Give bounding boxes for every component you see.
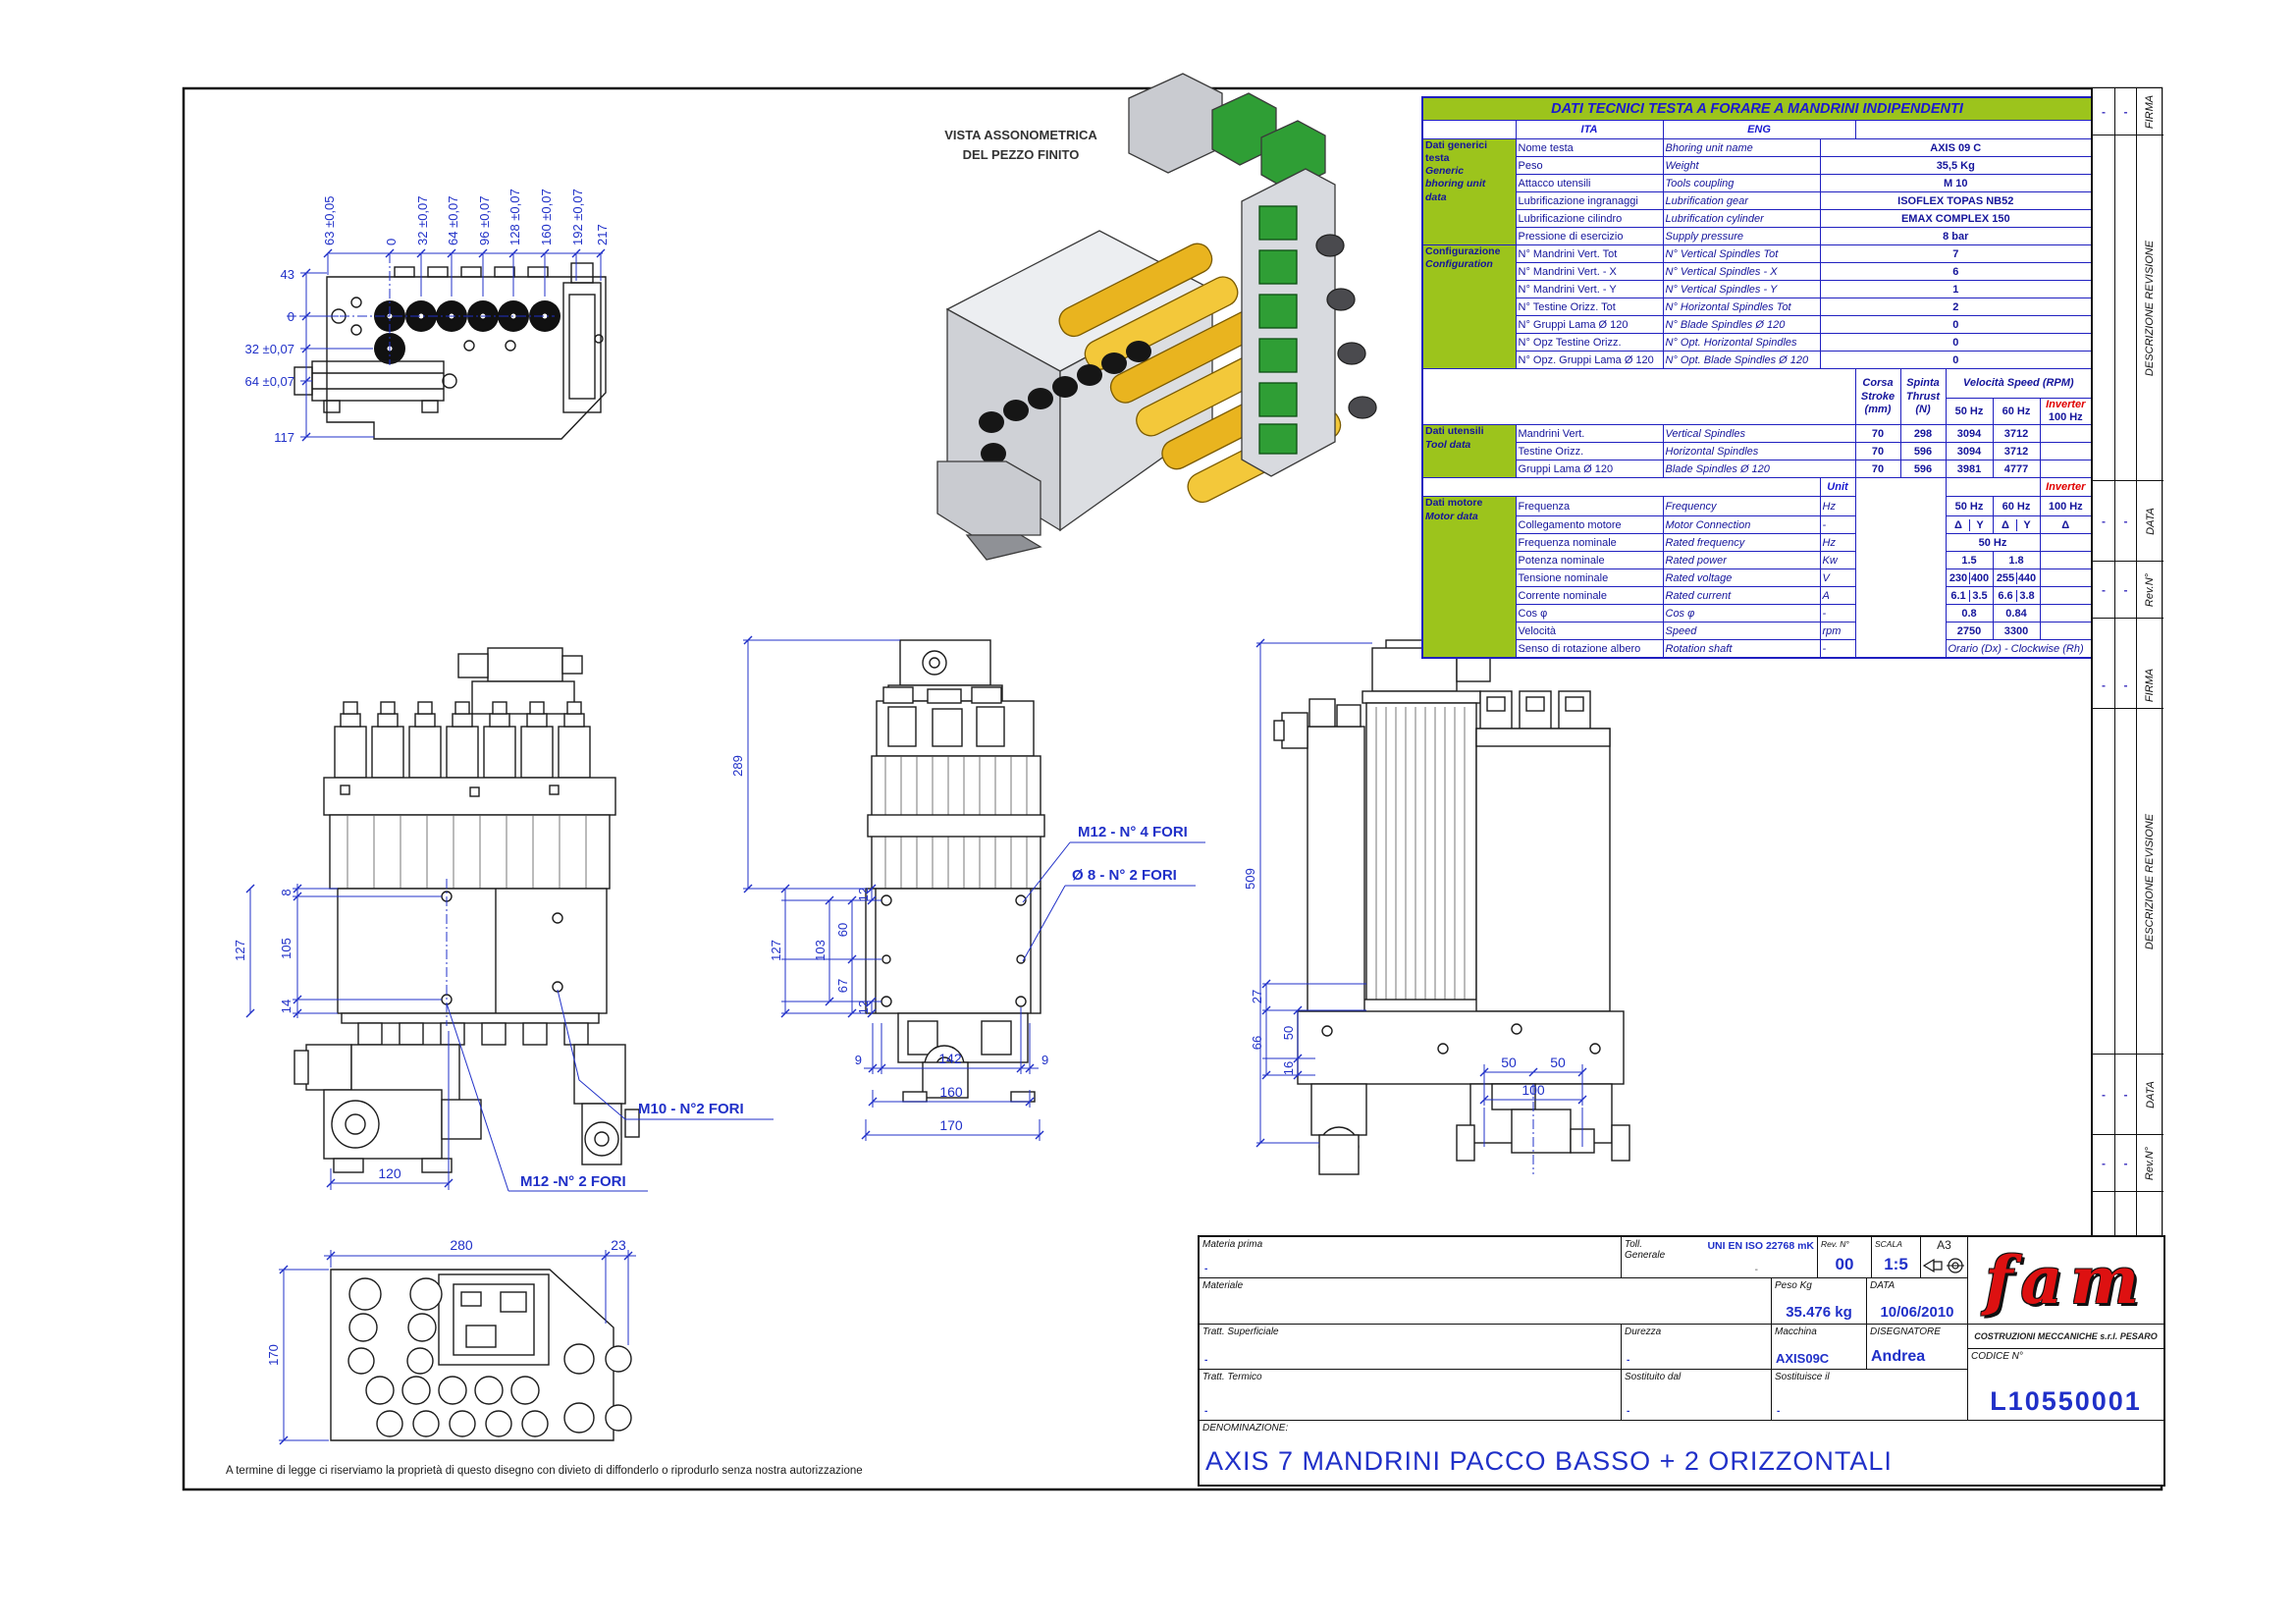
cell-ita: N° Mandrini Vert. Tot — [1516, 245, 1663, 263]
cell-blank — [2040, 623, 2092, 640]
data-cell: DATA 10/06/2010 — [1867, 1278, 1968, 1325]
middle-view — [866, 640, 1044, 1102]
cell-ita: Mandrini Vert. — [1516, 425, 1663, 443]
cell-blank — [1855, 478, 1946, 659]
dim-label: 120 — [378, 1165, 401, 1181]
cell-ita: Cos φ — [1516, 605, 1663, 623]
dim-label: 100 — [1522, 1082, 1545, 1098]
table-row — [1422, 121, 2092, 139]
rev-header: Rev.N° — [2144, 1146, 2157, 1180]
projection-symbol-icon — [1922, 1255, 1967, 1276]
cell-60hz: 3712 — [1993, 425, 2040, 443]
cell-50hz: 0.8 — [1946, 605, 1993, 623]
table-row — [1422, 97, 2092, 121]
dim-label: 12 — [856, 1000, 871, 1015]
cell-eng: Rated voltage — [1663, 569, 1820, 587]
col-header-50hz: 50 Hz — [1946, 399, 1993, 425]
cell-50hz: 230 400 — [1946, 569, 1993, 587]
revision-entry: - — [2123, 582, 2128, 597]
cell-ita: Attacco utensili — [1516, 175, 1663, 192]
cell-ita: N° Testine Orizz. Tot — [1516, 298, 1663, 316]
fam-logo: fam — [1985, 1242, 2147, 1319]
table-row — [1422, 192, 2092, 210]
cell-50hz: 3981 — [1946, 460, 1993, 478]
firma-header: FIRMA — [2144, 668, 2157, 702]
dim-label: 64 ±0,07 — [446, 195, 460, 245]
cell-stroke: 70 — [1855, 460, 1900, 478]
cell-blank — [2040, 605, 2092, 623]
cell-eng: Motor Connection — [1663, 516, 1820, 534]
cell-100hz: 100 Hz — [2040, 497, 2092, 516]
cell-unit: - — [1820, 516, 1855, 534]
dim-label: 105 — [279, 938, 294, 959]
right-view — [1274, 640, 1629, 1174]
table-row — [1422, 478, 2092, 497]
cell-value: 0 — [1820, 334, 2092, 352]
section-label-config: Configurazione Configuration — [1422, 245, 1516, 369]
cell-eng: Tools coupling — [1663, 175, 1820, 192]
table-row — [1422, 369, 2092, 399]
cell-100hz: Δ — [2040, 516, 2092, 534]
dim-label: 16 — [1281, 1060, 1296, 1076]
materia-prima-cell: Materia prima - — [1200, 1237, 1622, 1278]
cell-value: M 10 — [1820, 175, 2092, 192]
table-row — [1422, 316, 2092, 334]
cell-eng: Supply pressure — [1663, 228, 1820, 245]
cell-eng: Blade Spindles Ø 120 — [1663, 460, 1855, 478]
rev-cell: Rev. N° 00 — [1818, 1237, 1872, 1278]
cell-50hz: Δ Y — [1946, 516, 1993, 534]
materiale-cell: Materiale — [1200, 1278, 1772, 1325]
revision-entry: - — [2123, 514, 2128, 528]
table-row — [1422, 460, 2092, 478]
peso-cell: Peso Kg 35.476 kg — [1772, 1278, 1867, 1325]
table-row — [1422, 640, 2092, 659]
revision-entry: - — [2123, 1087, 2128, 1102]
revision-header-column — [2136, 88, 2163, 1235]
title-block — [1198, 1235, 2165, 1487]
cell-eng: Rated power — [1663, 552, 1820, 569]
dim-label: 9 — [854, 1053, 862, 1067]
table-row — [1422, 605, 2092, 623]
cell-blank — [2040, 425, 2092, 443]
table-row — [1422, 263, 2092, 281]
cell-value: 2 — [1820, 298, 2092, 316]
revision-column-1 — [2093, 88, 2114, 1235]
cell-unit: - — [1820, 605, 1855, 623]
dim-label: 32 ±0,07 — [415, 195, 430, 245]
cell-eng: Speed — [1663, 623, 1820, 640]
revision-entry: - — [2102, 1156, 2106, 1170]
dim-label: 170 — [939, 1117, 963, 1133]
dim-label: 50 — [1550, 1055, 1566, 1070]
cell-60hz: 60 Hz — [1993, 497, 2040, 516]
table-title: DATI TECNICI TESTA A FORARE A MANDRINI INDIPENDENTI — [1422, 97, 2092, 121]
cell-ita: Tensione nominale — [1516, 569, 1663, 587]
cell-ita: Senso di rotazione albero — [1516, 640, 1663, 659]
cell-50hz: 3094 — [1946, 425, 1993, 443]
hole-callout: M12 - N° 4 FORI — [1078, 824, 1188, 840]
table-row — [1422, 443, 2092, 460]
cell-blank — [2040, 587, 2092, 605]
revision-sidebar — [2091, 88, 2162, 1235]
cell-eng: Vertical Spindles — [1663, 425, 1855, 443]
tolleranza-cell: Toll. Generale UNI EN ISO 22768 mK - — [1622, 1237, 1818, 1278]
dim-label: 32 ±0,07 — [244, 342, 294, 356]
table-row — [1422, 175, 2092, 192]
cell-eng: N° Vertical Spindles - X — [1663, 263, 1820, 281]
macchina-cell: Macchina AXIS09C — [1772, 1325, 1867, 1370]
col-header-inverter: Inverter 100 Hz — [2040, 399, 2092, 425]
cell-thrust: 596 — [1900, 443, 1946, 460]
cell-eng: Rated current — [1663, 587, 1820, 605]
isometric-caption-line1: VISTA ASSONOMETRICA — [944, 128, 1097, 142]
dim-label: 96 ±0,07 — [477, 195, 492, 245]
cell-value: 6 — [1820, 263, 2092, 281]
table-row — [1422, 623, 2092, 640]
dim-label: 280 — [450, 1237, 473, 1253]
cell-eng: Lubrification cylinder — [1663, 210, 1820, 228]
front-view — [294, 648, 639, 1172]
denominazione-cell: DENOMINAZIONE: AXIS 7 MANDRINI PACCO BASSO + 2 ORIZZONTALI — [1202, 1423, 1893, 1476]
table-row — [1422, 334, 2092, 352]
cell-ita: N° Gruppi Lama Ø 120 — [1516, 316, 1663, 334]
dim-label: 217 — [595, 224, 610, 245]
table-row — [1422, 245, 2092, 263]
cell-ita: N° Opz Testine Orizz. — [1516, 334, 1663, 352]
table-row — [1422, 139, 2092, 157]
dim-label: 23 — [611, 1237, 626, 1253]
cell-60hz: 1.8 — [1993, 552, 2040, 569]
dim-label: 127 — [769, 940, 783, 961]
dim-label: 8 — [279, 889, 294, 896]
dim-label: 128 ±0,07 — [507, 189, 522, 245]
cell-ita: Lubrificazione ingranaggi — [1516, 192, 1663, 210]
hole-callout: Ø 8 - N° 2 FORI — [1072, 867, 1177, 884]
dim-label: 0 — [384, 238, 399, 245]
cell-ita: N° Opz. Gruppi Lama Ø 120 — [1516, 352, 1663, 369]
cell-ita: N° Mandrini Vert. - Y — [1516, 281, 1663, 298]
table-row — [1422, 228, 2092, 245]
dim-label: 192 ±0,07 — [570, 189, 585, 245]
format-cell: A3 — [1921, 1237, 1968, 1278]
cell-blank — [2040, 443, 2092, 460]
cell-unit: V — [1820, 569, 1855, 587]
data-header: DATA — [2144, 1080, 2157, 1109]
tratt-termico-cell: Tratt. Termico - — [1200, 1370, 1622, 1421]
descrizione-header: DESCRIZIONE REVISIONE — [2144, 813, 2157, 949]
dim-label: 103 — [813, 940, 828, 961]
dim-label: 12 — [856, 887, 871, 902]
dim-label: 60 — [835, 922, 850, 938]
cell-eng: N° Vertical Spindles Tot — [1663, 245, 1820, 263]
table-row — [1422, 587, 2092, 605]
dim-label: 43 — [280, 267, 294, 282]
dim-label: 160 ±0,07 — [539, 189, 554, 245]
cell-unit: Kw — [1820, 552, 1855, 569]
logo-cell — [1968, 1237, 2163, 1325]
dim-label: 9 — [1041, 1053, 1049, 1067]
codice-cell: CODICE N° L10550001 — [1968, 1349, 2163, 1421]
table-row — [1422, 298, 2092, 316]
cell-value: 7 — [1820, 245, 2092, 263]
table-row — [1422, 534, 2092, 552]
cell-ita: Testine Orizz. — [1516, 443, 1663, 460]
company-cell — [1968, 1325, 2163, 1349]
table-row — [1422, 210, 2092, 228]
dim-label: 160 — [939, 1084, 963, 1100]
cell-ita: Nome testa — [1516, 139, 1663, 157]
cell-blank — [1422, 478, 1820, 497]
col-header-speed: Velocità Speed (RPM) — [1946, 369, 2092, 399]
cell-value: ISOFLEX TOPAS NB52 — [1820, 192, 2092, 210]
top-view — [294, 263, 606, 439]
table-row — [1422, 516, 2092, 534]
dim-label: 64 ±0,07 — [244, 374, 294, 389]
cell-eng: N° Blade Spindles Ø 120 — [1663, 316, 1820, 334]
cell-unit: Hz — [1820, 534, 1855, 552]
cell-ita: Potenza nominale — [1516, 552, 1663, 569]
cell-value: AXIS 09 C — [1820, 139, 2092, 157]
cell-50hz: 1.5 — [1946, 552, 1993, 569]
legal-note: A termine di legge ci riserviamo la proprietà di questo disegno con divieto di diffonderlo o riprodurlo senza nostra autorizzazione — [226, 1465, 863, 1477]
table-row — [1422, 497, 2092, 516]
firma-header: FIRMA — [2144, 94, 2157, 129]
cell-value: 0 — [1820, 316, 2092, 334]
revision-entry: - — [2123, 1156, 2128, 1170]
cell-ita: Frequenza — [1516, 497, 1663, 516]
revision-entry: - — [2123, 104, 2128, 119]
cell-ita: Lubrificazione cilindro — [1516, 210, 1663, 228]
cell-blank — [1855, 121, 2092, 139]
revision-entry: - — [2123, 677, 2128, 692]
cell-blank — [2040, 460, 2092, 478]
cell-60hz: 4777 — [1993, 460, 2040, 478]
cell-eng: Frequency — [1663, 497, 1820, 516]
isometric-caption-line2: DEL PEZZO FINITO — [962, 146, 1080, 162]
drawing-title: AXIS 7 MANDRINI PACCO BASSO + 2 ORIZZONTALI — [1205, 1446, 1893, 1476]
dim-label: 0 — [287, 309, 294, 324]
section-label-tool: Dati utensili Tool data — [1422, 425, 1516, 478]
cell-60hz: 255 440 — [1993, 569, 2040, 587]
dim-label: 14 — [279, 999, 294, 1014]
cell-ita: Pressione di esercizio — [1516, 228, 1663, 245]
col-header-thrust: Spinta Thrust (N) — [1900, 369, 1946, 425]
revision-column-2 — [2114, 88, 2136, 1235]
cell-60hz: 0.84 — [1993, 605, 2040, 623]
dim-label: 27 — [1250, 989, 1264, 1004]
revision-entry: - — [2102, 677, 2106, 692]
revision-entry: - — [2102, 104, 2106, 119]
cell-eng: Lubrification gear — [1663, 192, 1820, 210]
dim-label: 50 — [1501, 1055, 1517, 1070]
descrizione-header: DESCRIZIONE REVISIONE — [2144, 240, 2157, 376]
section-label-generic: Dati generici testa Generic bhoring unit data — [1422, 139, 1516, 245]
table-row — [1422, 552, 2092, 569]
dim-label: 127 — [233, 940, 247, 961]
section-label-motor: Dati motore Motor data — [1422, 497, 1516, 659]
cell-eng: Horizontal Spindles — [1663, 443, 1855, 460]
cell-eng: Cos φ — [1663, 605, 1820, 623]
cell-blank — [1946, 478, 2040, 497]
cell-value: Orario (Dx) - Clockwise (Rh) — [1946, 640, 2092, 659]
cell-50hz: 3094 — [1946, 443, 1993, 460]
cell-thrust: 298 — [1900, 425, 1946, 443]
cell-blank — [1422, 121, 1516, 139]
cell-value: 1 — [1820, 281, 2092, 298]
dim-label: 142 — [938, 1051, 962, 1066]
cell-50hz: 50 Hz — [1946, 497, 1993, 516]
dim-label: 66 — [1250, 1035, 1264, 1051]
data-header: DATA — [2144, 507, 2157, 535]
cell-ita: Collegamento motore — [1516, 516, 1663, 534]
revision-entry: - — [2102, 514, 2106, 528]
cell-eng: Rated frequency — [1663, 534, 1820, 552]
col-header-stroke: Corsa Stroke (mm) — [1855, 369, 1900, 425]
col-header-ita: ITA — [1516, 121, 1663, 139]
dim-label: 117 — [274, 430, 294, 445]
cell-value: 50 Hz — [1946, 534, 2040, 552]
revision-entry: - — [2102, 582, 2106, 597]
dim-label: 509 — [1243, 868, 1257, 890]
col-header-60hz: 60 Hz — [1993, 399, 2040, 425]
cell-eng: N° Opt. Horizontal Spindles — [1663, 334, 1820, 352]
cell-eng: Weight — [1663, 157, 1820, 175]
cell-unit: A — [1820, 587, 1855, 605]
col-header-inverter2: Inverter — [2040, 478, 2092, 497]
cell-60hz: 3712 — [1993, 443, 2040, 460]
hole-callout: M10 - N°2 FORI — [638, 1101, 744, 1117]
technical-data-table — [1421, 96, 2093, 659]
hole-callout: M12 -N° 2 FORI — [520, 1173, 626, 1190]
cell-50hz: 2750 — [1946, 623, 1993, 640]
cell-eng: N° Horizontal Spindles Tot — [1663, 298, 1820, 316]
cell-stroke: 70 — [1855, 443, 1900, 460]
dim-label: 170 — [266, 1344, 281, 1366]
cell-value: 8 bar — [1820, 228, 2092, 245]
cell-value: 35,5 Kg — [1820, 157, 2092, 175]
col-header-eng: ENG — [1663, 121, 1855, 139]
table-row — [1422, 281, 2092, 298]
cell-50hz: 6.1 3.5 — [1946, 587, 1993, 605]
table-row — [1422, 569, 2092, 587]
scala-cell: SCALA 1:5 — [1872, 1237, 1921, 1278]
cell-blank — [1422, 369, 1855, 425]
isometric-caption — [923, 126, 1119, 164]
cell-stroke: 70 — [1855, 425, 1900, 443]
cell-60hz: Δ Y — [1993, 516, 2040, 534]
cell-60hz: 3300 — [1993, 623, 2040, 640]
bottom-view — [331, 1270, 631, 1440]
dim-label: 67 — [835, 978, 850, 994]
sostituisce-cell: Sostituisce il - — [1772, 1370, 1968, 1421]
cell-blank — [2040, 569, 2092, 587]
company-name: COSTRUZIONI MECCANICHE s.r.l. PESARO — [1974, 1331, 2158, 1341]
cell-thrust: 596 — [1900, 460, 1946, 478]
cell-ita: Gruppi Lama Ø 120 — [1516, 460, 1663, 478]
sostituito-cell: Sostituito dal - — [1622, 1370, 1772, 1421]
table-row — [1422, 157, 2092, 175]
cell-ita: N° Mandrini Vert. - X — [1516, 263, 1663, 281]
cell-eng: Bhoring unit name — [1663, 139, 1820, 157]
cell-ita: Corrente nominale — [1516, 587, 1663, 605]
table-row — [1422, 352, 2092, 369]
cell-value: EMAX COMPLEX 150 — [1820, 210, 2092, 228]
cell-eng: N° Vertical Spindles - Y — [1663, 281, 1820, 298]
rev-header: Rev.N° — [2144, 572, 2157, 607]
tratt-superficiale-cell: Tratt. Superficiale - — [1200, 1325, 1622, 1370]
dim-label: 63 ±0,05 — [322, 195, 337, 245]
cell-60hz: 6.6 3.8 — [1993, 587, 2040, 605]
col-header-unit: Unit — [1820, 478, 1855, 497]
durezza-cell: Durezza - — [1622, 1325, 1772, 1370]
disegnatore-cell: DISEGNATORE Andrea — [1867, 1325, 1968, 1370]
cell-eng: N° Opt. Blade Spindles Ø 120 — [1663, 352, 1820, 369]
dim-label: 50 — [1281, 1025, 1296, 1041]
cell-unit: Hz — [1820, 497, 1855, 516]
cell-unit: - — [1820, 640, 1855, 659]
cell-unit: rpm — [1820, 623, 1855, 640]
cell-blank — [2040, 534, 2092, 552]
table-row — [1422, 425, 2092, 443]
dim-label: 289 — [730, 755, 745, 777]
cell-blank — [2040, 552, 2092, 569]
cell-value: 0 — [1820, 352, 2092, 369]
cell-ita: Frequenza nominale — [1516, 534, 1663, 552]
cell-eng: Rotation shaft — [1663, 640, 1820, 659]
revision-entry: - — [2102, 1087, 2106, 1102]
cell-ita: Velocità — [1516, 623, 1663, 640]
cell-ita: Peso — [1516, 157, 1663, 175]
